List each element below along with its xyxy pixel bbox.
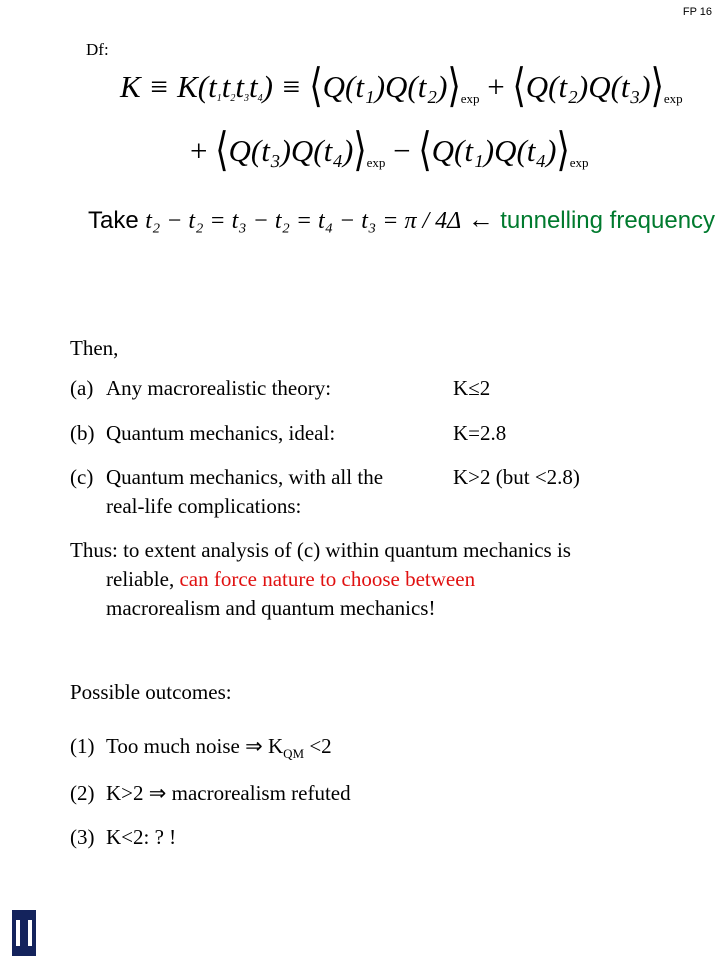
minus-sign: −: [393, 133, 411, 168]
correlator-12: Q(t₁)Q(t₂): [322, 69, 448, 104]
thus-plain-text: reliable,: [106, 567, 180, 591]
item-value: K>2 (but <2.8): [453, 465, 580, 489]
item-text-continued: real-life complications:: [106, 494, 302, 518]
item-text: K>2 ⇒ macrorealism refuted: [106, 781, 351, 805]
outcome-item-2: [70, 779, 690, 809]
correlator-34: Q(t₃)Q(t₄): [228, 133, 354, 168]
left-angle-icon: ⟨: [418, 125, 432, 176]
thus-line-3: macrorealism and quantum mechanics!: [106, 596, 436, 620]
item-marker: (a): [70, 376, 94, 400]
definition-equation-line-2: [190, 125, 589, 176]
tunnelling-frequency-annotation: tunnelling frequency: [500, 207, 716, 234]
right-angle-icon: ⟩: [447, 61, 461, 112]
left-angle-icon: ⟨: [309, 61, 323, 112]
slide-number: FP 16: [682, 6, 712, 18]
list-item-a: [70, 374, 690, 404]
correlator-14: Q(t₁)Q(t₄): [431, 133, 557, 168]
equation-lhs: K ≡ K(t1t2t3t4) ≡: [120, 69, 302, 104]
university-block-i-logo: [12, 910, 36, 956]
thus-highlight-text: can force nature to choose between: [179, 567, 476, 591]
right-angle-icon: ⟩: [650, 61, 664, 112]
correlator-12-subscript: exp: [460, 91, 480, 106]
implies-icon: ⇒: [245, 734, 263, 758]
plus-sign: +: [487, 69, 505, 104]
qm-subscript: QM: [283, 746, 305, 761]
take-line: [88, 205, 715, 235]
left-arrow-icon: ←: [467, 205, 494, 234]
right-angle-icon: ⟩: [556, 125, 570, 176]
take-label: Take: [88, 207, 139, 234]
item-marker: (3): [70, 825, 95, 849]
correlator-34-subscript: exp: [366, 155, 386, 170]
item-text: Too much noise ⇒ $K_{QM} <2$: [106, 734, 332, 761]
item-text: Quantum mechanics, ideal:: [106, 421, 336, 445]
correlator-23: Q(t₂)Q(t₃): [525, 69, 651, 104]
right-angle-icon: ⟩: [353, 125, 367, 176]
left-angle-icon: ⟨: [512, 61, 526, 112]
correlator-23-subscript: exp: [663, 91, 683, 106]
list-item-c: [70, 463, 690, 523]
correlator-14-subscript: exp: [569, 155, 589, 170]
item-text: Any macrorealistic theory:: [106, 376, 332, 400]
definition-equation-line-1: [120, 61, 683, 112]
item-text: Quantum mechanics, with all the: [106, 465, 384, 489]
outcome-item-1: [70, 732, 690, 762]
list-item-b: [70, 419, 690, 449]
time-interval-equation: t₂ − t₂ = t₃ − t₂ = t₄ − t₃ = π / 4Δ: [145, 208, 462, 234]
item-marker: (1): [70, 734, 95, 758]
item-value: K≤2: [453, 376, 491, 400]
outcomes-heading: Possible outcomes:: [70, 680, 232, 704]
implies-icon: ⇒: [148, 781, 167, 805]
item-marker: (b): [70, 421, 95, 445]
outcome-item-3: [70, 823, 690, 853]
item-marker: (2): [70, 781, 95, 805]
thus-line-1: Thus: to extent analysis of (c) within quantum mechanics is: [70, 538, 571, 562]
then-heading: Then,: [70, 336, 119, 360]
left-angle-icon: ⟨: [215, 125, 229, 176]
item-value: K=2.8: [453, 421, 507, 445]
plus-sign: +: [190, 133, 208, 168]
item-text: K<2: ? !: [106, 825, 177, 849]
thus-line-2: [106, 565, 475, 594]
definition-label: Df:: [86, 40, 109, 59]
item-marker: (c): [70, 465, 94, 489]
